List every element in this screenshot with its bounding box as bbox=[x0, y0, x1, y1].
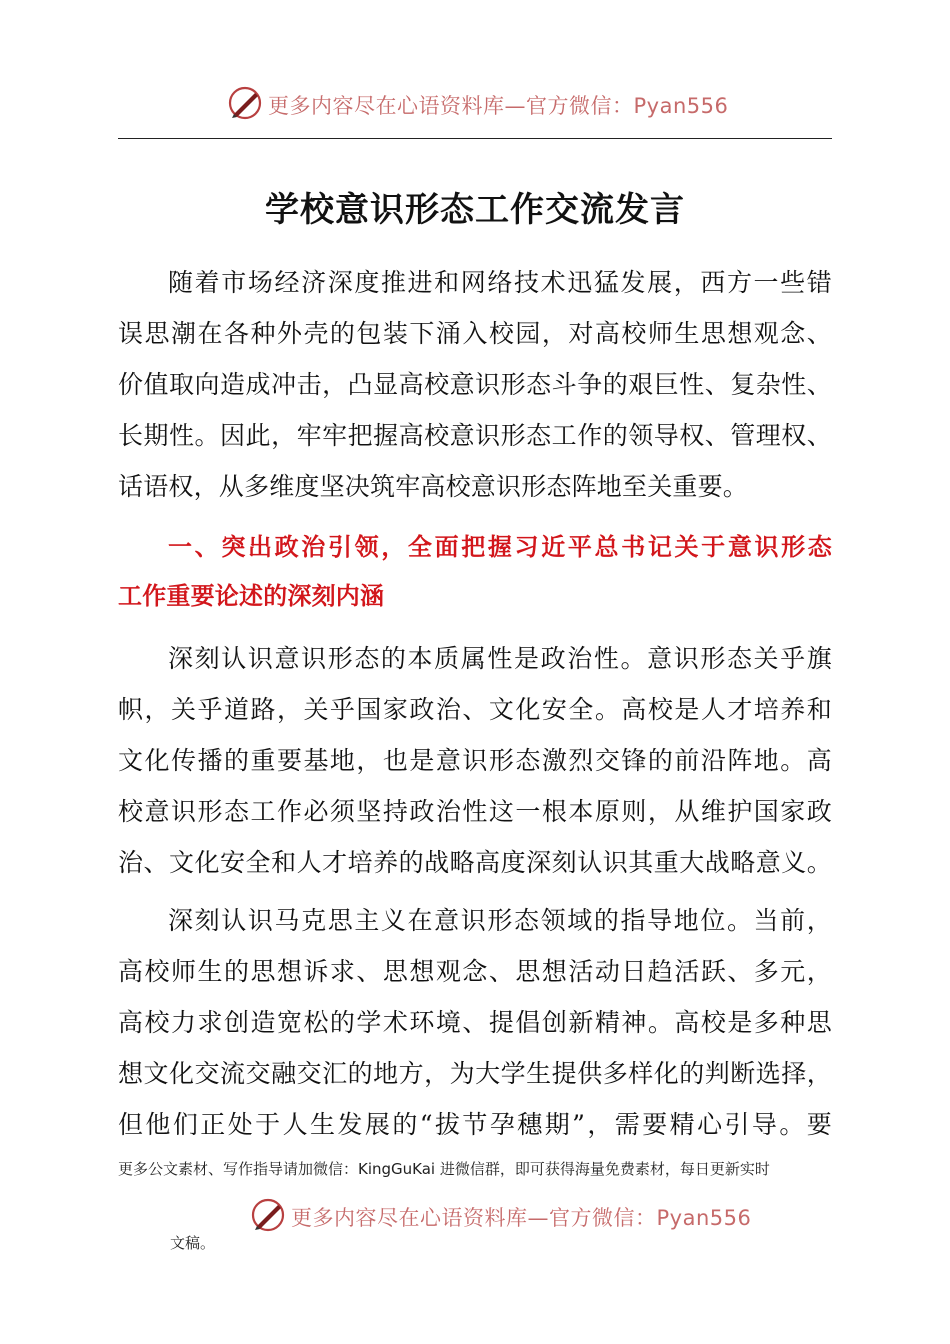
section-heading: 一、突出政治引领，全面把握习近平总书记关于意识形态 bbox=[168, 533, 832, 561]
paragraph-line: 深刻认识马克思主义在意识形态领域的指导地位。当前， bbox=[168, 906, 832, 935]
paragraph-line: 帜，关乎道路，关乎国家政治、文化安全。高校是人才培养和 bbox=[118, 695, 832, 724]
page-title: 学校意识形态工作交流发言 bbox=[265, 190, 685, 230]
paragraph-line: 想文化交流交融交汇的地方，为大学生提供多样化的判断选择， bbox=[118, 1059, 832, 1088]
pen-logo-icon bbox=[249, 1196, 287, 1234]
paragraph-line: 但他们正处于人生发展的“拔节孕穗期”，需要精心引导。要 bbox=[118, 1110, 832, 1139]
header-watermark bbox=[0, 84, 950, 124]
paragraph-line: 高校力求创造宽松的学术环境、提倡创新精神。高校是多种思 bbox=[118, 1008, 832, 1037]
footer-watermark bbox=[0, 1196, 950, 1236]
paragraph-line: 深刻认识意识形态的本质属性是政治性。意识形态关乎旗 bbox=[168, 644, 832, 673]
footer-watermark-text: 更多内容尽在心语资料库—官方微信：Pyan556 bbox=[291, 1206, 752, 1230]
header-watermark-text: 更多内容尽在心语资料库—官方微信：Pyan556 bbox=[268, 94, 729, 118]
paragraph-line: 高校师生的思想诉求、思想观念、思想活动日趋活跃、多元， bbox=[118, 957, 832, 986]
footer-note-continuation: 文稿。 bbox=[170, 1234, 216, 1252]
paragraph-line: 价值取向造成冲击，凸显高校意识形态斗争的艰巨性、复杂性、 bbox=[118, 370, 832, 399]
pen-logo-icon bbox=[226, 84, 264, 122]
paragraph-line: 误思潮在各种外壳的包装下涌入校园，对高校师生思想观念、 bbox=[118, 319, 832, 348]
section-heading: 工作重要论述的深刻内涵 bbox=[118, 582, 385, 610]
paragraph-line: 文化传播的重要基地，也是意识形态激烈交锋的前沿阵地。高 bbox=[118, 746, 832, 775]
paragraph-line: 长期性。因此，牢牢把握高校意识形态工作的领导权、管理权、 bbox=[118, 421, 832, 450]
paragraph-line: 随着市场经济深度推进和网络技术迅猛发展，西方一些错 bbox=[168, 268, 832, 297]
paragraph-line: 治、文化安全和人才培养的战略高度深刻认识其重大战略意义。 bbox=[118, 848, 832, 877]
footer-note: 更多公文素材、写作指导请加微信：KingGuKai 进微信群，即可获得海量免费素材，每日更新实时 bbox=[118, 1160, 770, 1178]
header-divider bbox=[118, 138, 832, 139]
paragraph-line: 话语权，从多维度坚决筑牢高校意识形态阵地至关重要。 bbox=[118, 472, 749, 501]
paragraph-line: 校意识形态工作必须坚持政治性这一根本原则，从维护国家政 bbox=[118, 797, 832, 826]
